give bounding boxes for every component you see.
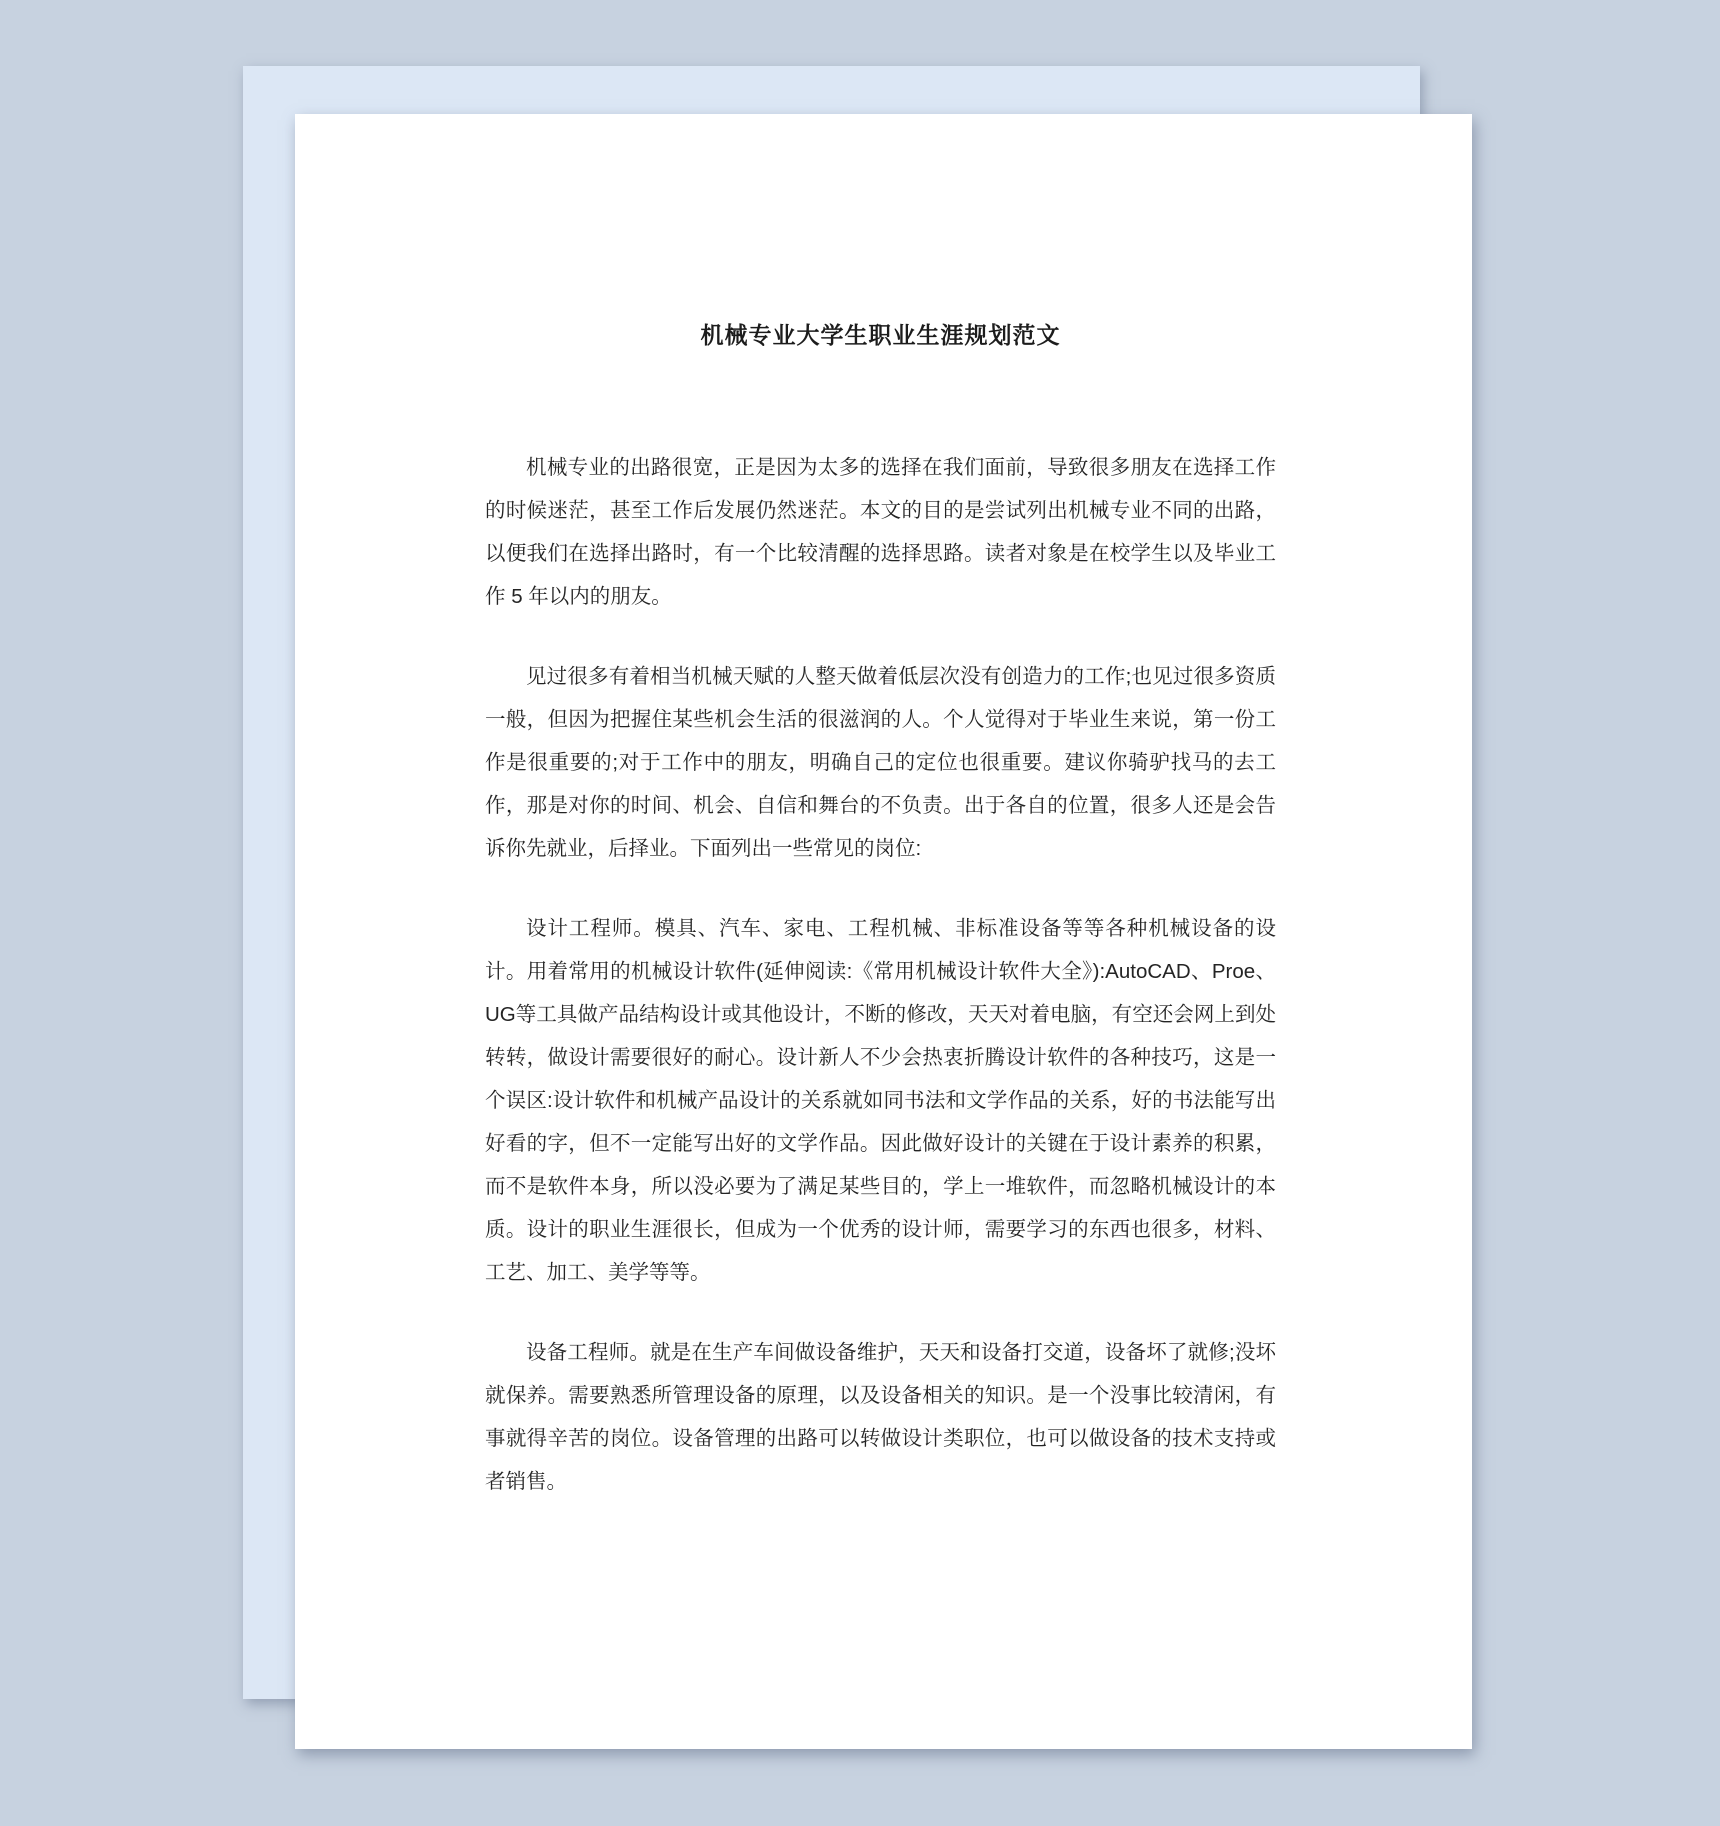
document-title: 机械专业大学生职业生涯规划范文 (700, 322, 1061, 348)
paragraph-advice: 见过很多有着相当机械天赋的人整天做着低层次没有创造力的工作;也见过很多资质一般，但因为把握住某些机会生活的很滋润的人。个人觉得对于毕业生来说，第一份工作是很重要的;对于工作中的朋友，明确自己的定位也很重要。建议你骑驴找马的去工作，那是对你的时间、机会、自信和舞台的不负责。出于各自的位置，很多人还是会告诉你先就业，后择业。下面列出一些常见的岗位: (485, 665, 1276, 860)
paragraph-intro: 机械专业的出路很宽，正是因为太多的选择在我们面前，导致很多朋友在选择工作的时候迷茫，甚至工作后发展仍然迷茫。本文的目的是尝试列出机械专业不同的出路，以便我们在选择出路时，有一个比较清醒的选择思路。读者对象是在校学生以及毕业工作 5 年以内的朋友。 (485, 456, 1276, 608)
paragraph-design-engineer: 设计工程师。模具、汽车、家电、工程机械、非标准设备等等各种机械设备的设计。用着常用的机械设计软件(延伸阅读:《常用机械设计软件大全》):AutoCAD、Proe、UG等工具做产品结构设计或其他设计，不断的修改，天天对着电脑，有空还会网上到处转转，做设计需要很好的耐心。设计新人不少会热衷折腾设计软件的各种技巧，这是一个误区:设计软件和机械产品设计的关系就如同书法和文学作品的关系，好的书法能写出好看的字，但不一定能写出好的文学作品。因此做好设计的关键在于设计素养的积累，而不是软件本身，所以没必要为了满足某些目的，学上一堆软件，而忽略机械设计的本质。设计的职业生涯很长，但成为一个优秀的设计师，需要学习的东西也很多，材料、工艺、加工、美学等等。 (485, 917, 1276, 1284)
paragraph-equipment-engineer: 设备工程师。就是在生产车间做设备维护，天天和设备打交道，设备坏了就修;没坏就保养。需要熟悉所管理设备的原理，以及设备相关的知识。是一个没事比较清闲，有事就得辛苦的岗位。设备管理的出路可以转做设计类职位，也可以做设备的技术支持或者销售。 (485, 1341, 1276, 1493)
document-page (295, 114, 1472, 1749)
